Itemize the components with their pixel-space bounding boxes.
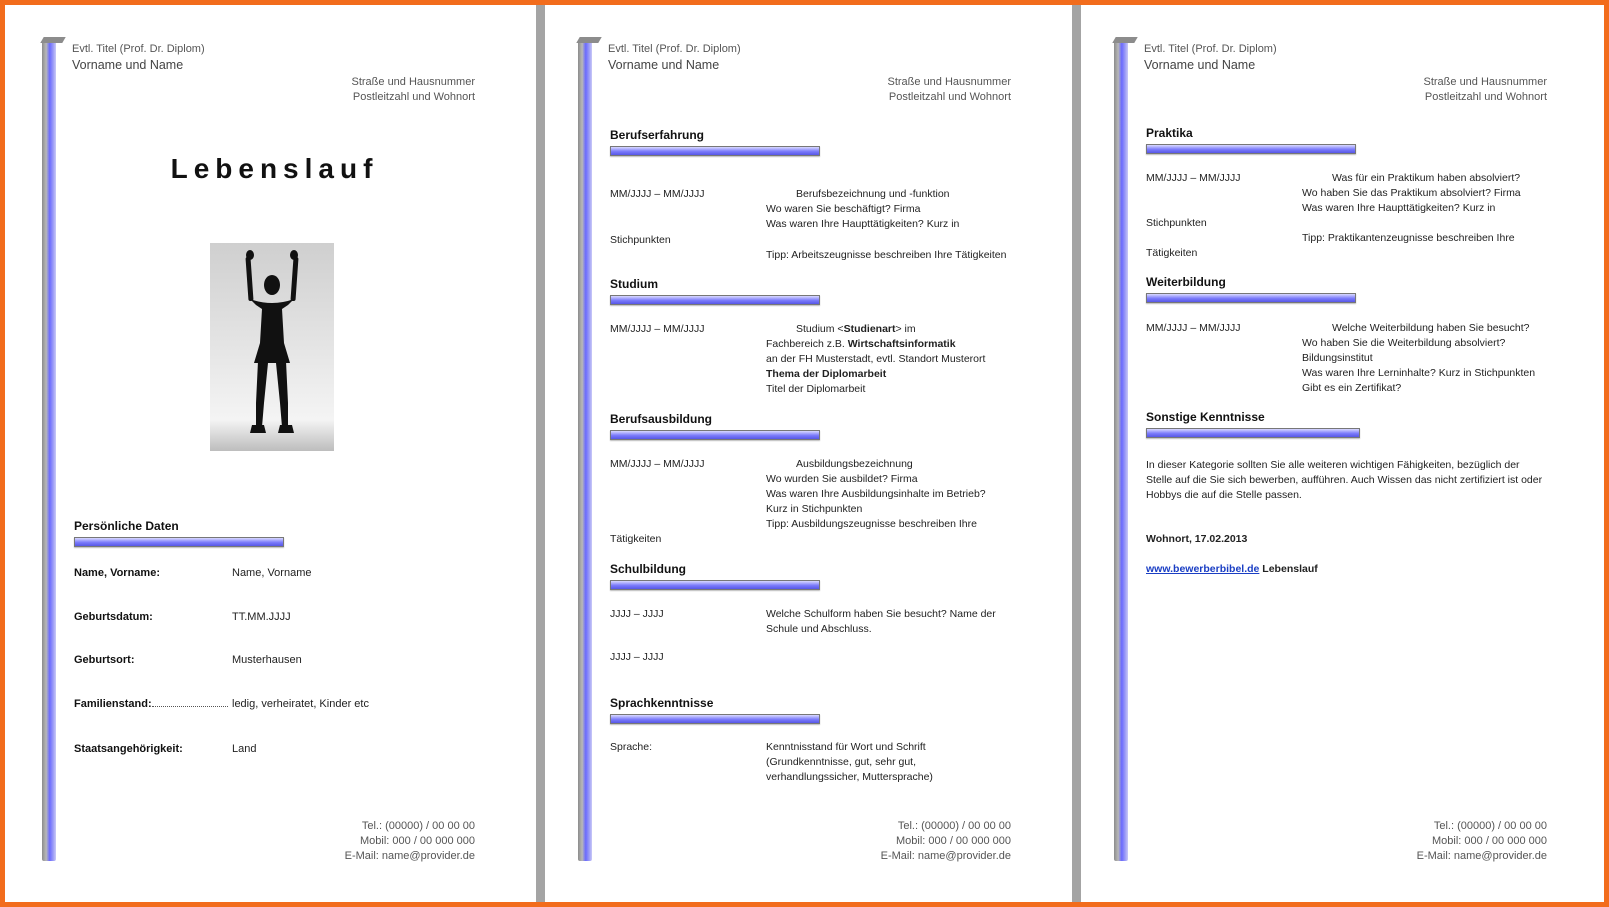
studies-text: Fachbereich z.B.	[766, 338, 848, 350]
row-value-marital: ledig, verheiratet, Kinder etc	[232, 698, 369, 710]
other-skills-text: In dieser Kategorie sollten Sie alle weiteren wichtigen Fähigkeiten, bezüglich der	[1146, 459, 1520, 471]
work-tip: Tipp: Arbeitszeugnisse beschreiben Ihre Tätigkeiten	[766, 249, 1007, 261]
section-languages: Sprachkenntnisse	[610, 696, 714, 710]
school-line: Welche Schulform haben Sie besucht? Name der	[766, 608, 996, 620]
source-link[interactable]: www.bewerberbibel.de	[1146, 563, 1260, 575]
source-line	[1146, 562, 1318, 577]
row-label-name: Name, Vorname:	[74, 567, 160, 579]
studies-text: Studium <	[796, 323, 844, 335]
school-line: Schule und Abschluss.	[766, 623, 872, 635]
row-label-marital	[74, 698, 228, 710]
footer-tel: Tel.: (00000) / 00 00 00	[1433, 820, 1547, 832]
work-line: Stichpunkten	[610, 234, 671, 246]
internship-line: Wo haben Sie das Praktikum absolviert? Firma	[1302, 187, 1521, 199]
footer-tel: Tel.: (00000) / 00 00 00	[361, 820, 475, 832]
page-footer-contact	[1417, 819, 1547, 864]
internship-line: Was für ein Praktikum haben absolviert?	[1332, 172, 1521, 184]
work-line: Was waren Ihre Haupttätigkeiten? Kurz in	[766, 218, 960, 230]
apprenticeship-line: Kurz in Stichpunkten	[766, 503, 863, 515]
apprenticeship-line: Tätigkeiten	[610, 533, 662, 545]
header-address	[352, 75, 476, 105]
section-rule	[1146, 293, 1356, 303]
section-studies: Studium	[610, 277, 658, 291]
section-rule	[610, 580, 820, 590]
internship-date: MM/JJJJ – MM/JJJJ	[1146, 172, 1241, 184]
silhouette-icon	[210, 243, 334, 451]
school-date: JJJJ – JJJJ	[610, 651, 664, 663]
page-1	[12, 5, 537, 902]
language-line: Kenntnisstand für Wort und Schrift	[766, 741, 926, 753]
studies-type: Studienart	[843, 323, 896, 335]
row-value-birthplace: Musterhausen	[232, 654, 302, 666]
apprenticeship-date: MM/JJJJ – MM/JJJJ	[610, 458, 705, 470]
school-date: JJJJ – JJJJ	[610, 608, 664, 620]
work-line: Berufsbezeichnung und -funktion	[796, 188, 950, 200]
header-address	[1424, 75, 1548, 105]
page-3-side-bar	[1114, 41, 1128, 861]
education-line: Welche Weiterbildung haben Sie besucht?	[1332, 322, 1530, 334]
footer-mobile: Mobil: 000 / 00 000 000	[1432, 835, 1547, 847]
section-rule	[610, 714, 820, 724]
footer-email: E-Mail: name@provider.de	[880, 850, 1011, 862]
section-rule	[610, 430, 820, 440]
page-footer-contact	[881, 819, 1011, 864]
page-footer-contact	[345, 819, 475, 864]
footer-mobile: Mobil: 000 / 00 000 000	[360, 835, 475, 847]
other-skills-text: Hobbys die auf die Stelle passen.	[1146, 489, 1302, 501]
header-name-line: Vorname und Name	[1144, 58, 1256, 72]
header-title-line: Evtl. Titel (Prof. Dr. Diplom)	[72, 43, 205, 55]
applicant-photo	[210, 243, 334, 451]
address-city: Postleitzahl und Wohnort	[888, 91, 1011, 103]
internship-line: Tätigkeiten	[1146, 247, 1198, 259]
header-name-line: Vorname und Name	[608, 58, 720, 72]
studies-date: MM/JJJJ – MM/JJJJ	[610, 323, 705, 335]
section-rule	[1146, 428, 1360, 438]
language-line: verhandlungssicher, Muttersprache)	[766, 771, 933, 783]
page-gutter	[1072, 5, 1081, 902]
section-rule	[74, 537, 284, 547]
page-gutter	[536, 5, 545, 902]
source-suffix: Lebenslauf	[1259, 563, 1318, 575]
place-and-date: Wohnort, 17.02.2013	[1146, 533, 1248, 545]
internship-line: Was waren Ihre Haupttätigkeiten? Kurz in	[1302, 202, 1496, 214]
section-rule	[610, 146, 820, 156]
language-line: (Grundkenntnisse, gut, sehr gut,	[766, 756, 916, 768]
apprenticeship-line: Was waren Ihre Ausbildungsinhalte im Betrieb?	[766, 488, 986, 500]
apprenticeship-line: Ausbildungsbezeichnung	[796, 458, 913, 470]
section-internships: Praktika	[1146, 126, 1193, 140]
header-name-line: Vorname und Name	[72, 58, 184, 72]
marital-label-text: Familienstand:	[74, 698, 152, 710]
page-2-side-bar	[578, 41, 592, 861]
header-title-line: Evtl. Titel (Prof. Dr. Diplom)	[608, 43, 741, 55]
section-apprenticeship: Berufsausbildung	[610, 412, 713, 426]
dotted-leader	[152, 706, 228, 707]
internship-tip: Tipp: Praktikantenzeugnisse beschreiben Ihre	[1302, 232, 1515, 244]
education-line: Bildungsinstitut	[1302, 352, 1373, 364]
row-label-nationality: Staatsangehörigkeit:	[74, 743, 183, 755]
section-rule	[1146, 144, 1356, 154]
row-label-birthdate: Geburtsdatum:	[74, 611, 153, 623]
work-date: MM/JJJJ – MM/JJJJ	[610, 188, 705, 200]
address-street: Straße und Hausnummer	[351, 76, 475, 88]
other-skills-text: Stelle auf die Sie sich bewerben, aufführen. Auch Wissen das nicht zertifiziert ist oder	[1146, 474, 1543, 486]
row-label-birthplace: Geburtsort:	[74, 654, 135, 666]
address-city: Postleitzahl und Wohnort	[352, 91, 475, 103]
section-further-education: Weiterbildung	[1146, 275, 1226, 289]
footer-email: E-Mail: name@provider.de	[344, 850, 475, 862]
section-schooling: Schulbildung	[610, 562, 686, 576]
address-city: Postleitzahl und Wohnort	[1424, 91, 1547, 103]
language-label: Sprache:	[610, 741, 653, 753]
header-address	[888, 75, 1012, 105]
studies-field: Wirtschaftsinformatik	[847, 338, 956, 350]
studies-text: > im	[895, 323, 916, 335]
document-title: Lebenslauf	[170, 153, 379, 184]
studies-line	[766, 337, 956, 352]
work-line: Wo waren Sie beschäftigt? Firma	[766, 203, 921, 215]
page-2	[548, 5, 1073, 902]
internship-line: Stichpunkten	[1146, 217, 1207, 229]
apprenticeship-line: Wo wurden Sie ausbildet? Firma	[766, 473, 918, 485]
footer-email: E-Mail: name@provider.de	[1416, 850, 1547, 862]
studies-thesis-heading: Thema der Diplomarbeit	[766, 368, 887, 380]
section-rule	[610, 295, 820, 305]
education-line: Gibt es ein Zertifikat?	[1302, 382, 1402, 394]
section-other-skills: Sonstige Kenntnisse	[1146, 410, 1265, 424]
footer-tel: Tel.: (00000) / 00 00 00	[897, 820, 1011, 832]
footer-mobile: Mobil: 000 / 00 000 000	[896, 835, 1011, 847]
education-line: Was waren Ihre Lerninhalte? Kurz in Stichpunkten	[1302, 367, 1536, 379]
header-title-line: Evtl. Titel (Prof. Dr. Diplom)	[1144, 43, 1277, 55]
education-date: MM/JJJJ – MM/JJJJ	[1146, 322, 1241, 334]
row-value-nationality: Land	[232, 743, 257, 755]
section-work-experience: Berufserfahrung	[610, 128, 705, 142]
apprenticeship-tip: Tipp: Ausbildungszeugnisse beschreiben Ihre	[766, 518, 977, 530]
page-3	[1084, 5, 1609, 902]
studies-line: an der FH Musterstadt, evtl. Standort Musterort	[766, 353, 986, 365]
studies-line	[796, 322, 916, 337]
education-line: Wo haben Sie die Weiterbildung absolviert?	[1302, 337, 1506, 349]
address-street: Straße und Hausnummer	[887, 76, 1011, 88]
section-personal-data: Persönliche Daten	[74, 519, 179, 533]
studies-line: Titel der Diplomarbeit	[766, 383, 866, 395]
row-value-birthdate: TT.MM.JJJJ	[232, 611, 291, 623]
row-value-name: Name, Vorname	[232, 567, 312, 579]
address-street: Straße und Hausnummer	[1423, 76, 1547, 88]
